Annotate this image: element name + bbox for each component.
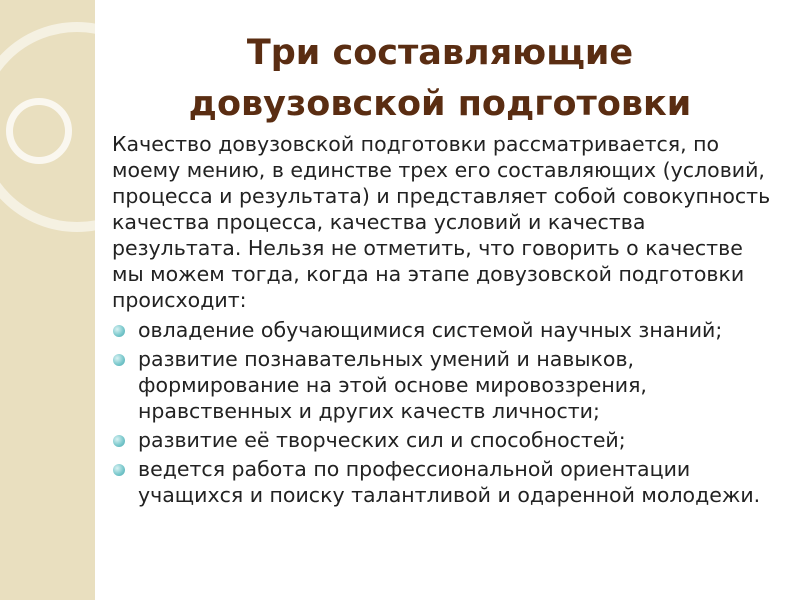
bullet-item [112,427,777,453]
bullet-item [112,456,777,508]
bullet-text: овладение обучающимися системой научных знаний; [138,318,723,342]
intro-paragraph: Качество довузовской подготовки рассматривается, по моему мению, в единстве трех его составляющих (условий, процесса и результата) и представляет собой совокупность качества процесса, качества условий и качества результата. Нельзя не отметить, что говорить о качестве мы можем тогда, когда на этапе довузовской подготовки происходит: [112,132,771,312]
bullet-dot-icon [113,325,125,337]
bullet-list [112,317,777,508]
decorative-small-ring [6,98,72,164]
slide-title [120,28,760,130]
bullet-item [112,317,777,343]
bullet-text: ведется работа по профессиональной ориентации учащихся и поиску талантливой и одаренной молодежи. [138,457,761,507]
slide-title-line-2: довузовской подготовки [188,84,692,124]
slide-title-line-1: Три составляющие [246,33,634,73]
bullet-dot-icon [113,464,125,476]
slide-body [112,131,777,511]
bullet-dot-icon [113,354,125,366]
bullet-item [112,346,777,424]
bullet-dot-icon [113,435,125,447]
bullet-text: развитие познавательных умений и навыков, формирование на этой основе мировоззрения, нравственных и других качеств личности; [138,347,647,423]
bullet-text: развитие её творческих сил и способностей; [138,428,626,452]
